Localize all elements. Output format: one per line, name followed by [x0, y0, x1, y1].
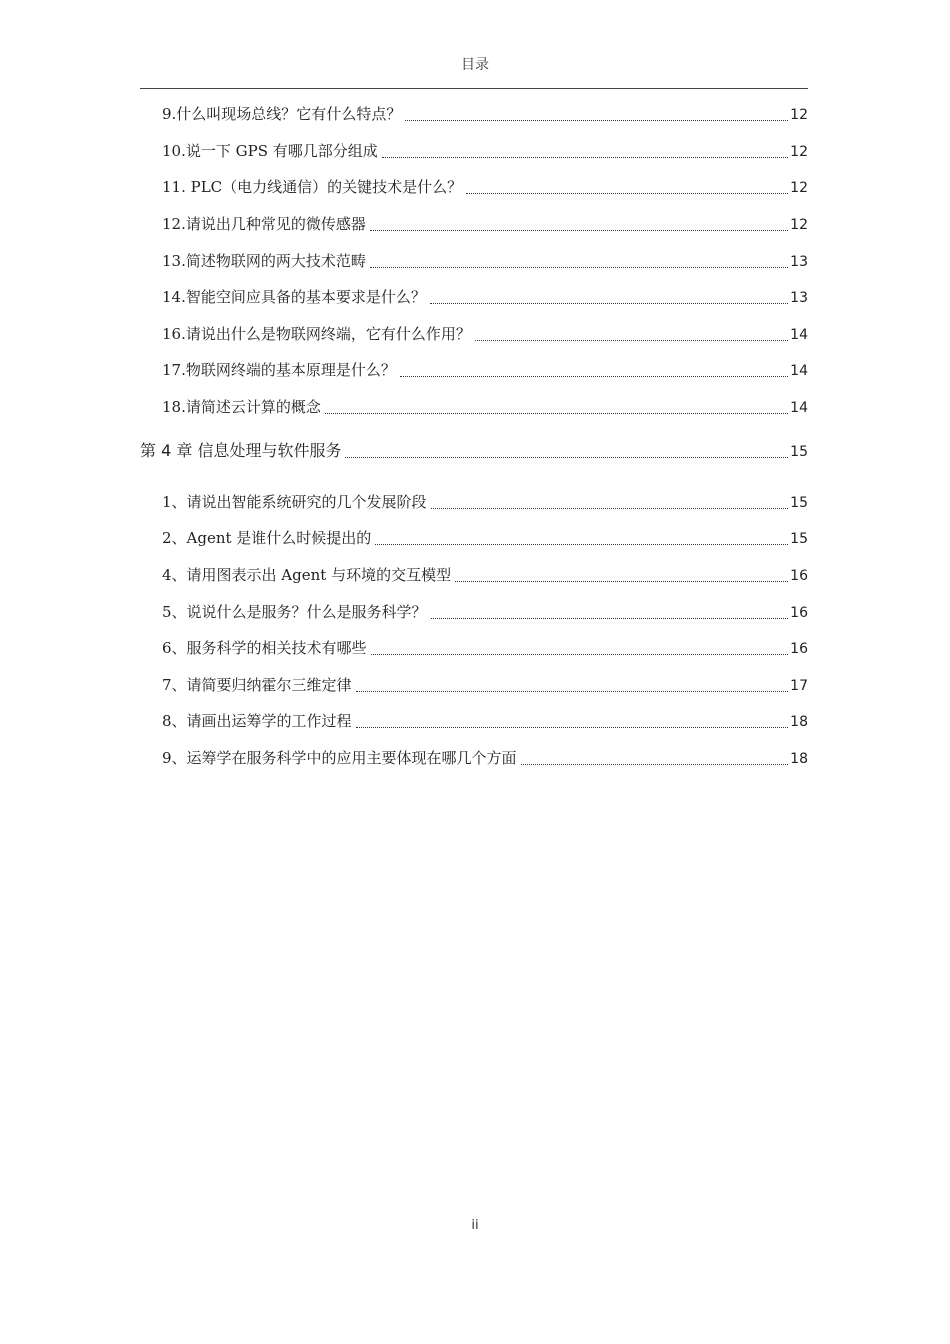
toc-entry[interactable]: [140, 711, 808, 732]
toc-entry[interactable]: [140, 104, 808, 125]
toc-entry[interactable]: [140, 177, 808, 198]
toc-leader-dots: [370, 253, 788, 268]
toc-entry-page: 13: [790, 290, 808, 306]
header-rule: [140, 88, 808, 89]
toc-entry-page: 12: [790, 144, 808, 160]
toc-entry[interactable]: [140, 251, 808, 272]
toc-entry-label: 18.请简述云计算的概念: [162, 398, 321, 416]
toc-entry-page: 16: [790, 605, 808, 621]
toc-chapter-page: 15: [790, 444, 808, 460]
toc-entry-label: 13.简述物联网的两大技术范畴: [162, 252, 366, 270]
toc-entry-page: 16: [790, 641, 808, 657]
toc-entry-label: 4、请用图表示出 Agent 与环境的交互模型: [162, 566, 452, 584]
toc-entry[interactable]: [140, 602, 808, 623]
toc-entry-page: 12: [790, 217, 808, 233]
toc-entry-page: 18: [790, 714, 808, 730]
toc-leader-dots: [431, 604, 789, 619]
toc-entry-label: 6、服务科学的相关技术有哪些: [162, 639, 367, 657]
toc-leader-dots: [382, 143, 788, 158]
toc-entry-label: 8、请画出运筹学的工作过程: [162, 712, 352, 730]
toc-entry-page: 14: [790, 363, 808, 379]
running-header-title: 目录: [461, 57, 489, 73]
toc-leader-dots: [345, 443, 788, 458]
toc-entry-label: 17.物联网终端的基本原理是什么？: [162, 361, 396, 379]
toc-entry-page: 14: [790, 327, 808, 343]
toc-entry-label: 16.请说出什么是物联网终端，它有什么作用？: [162, 325, 471, 343]
toc-leader-dots: [371, 640, 789, 655]
toc-leader-dots: [325, 399, 788, 414]
toc-entry-page: 17: [790, 678, 808, 694]
toc-entry[interactable]: [140, 287, 808, 308]
toc-entry[interactable]: [140, 141, 808, 162]
toc-leader-dots: [475, 326, 788, 341]
toc-entry-label: 12.请说出几种常见的微传感器: [162, 215, 366, 233]
toc-entry[interactable]: [140, 638, 808, 659]
toc-entry-page: 18: [790, 751, 808, 767]
toc-entry[interactable]: [140, 528, 808, 549]
toc-leader-dots: [466, 179, 788, 194]
toc-entry-page: 14: [790, 400, 808, 416]
toc-leader-dots: [521, 750, 789, 765]
toc-entry-label: 14.智能空间应具备的基本要求是什么？: [162, 288, 426, 306]
toc-entry-page: 15: [790, 495, 808, 511]
toc-leader-dots: [405, 106, 788, 121]
page-number: ii: [471, 1218, 479, 1233]
toc-chapter-entry[interactable]: [140, 441, 808, 462]
toc-entry-label: 9.什么叫现场总线？它有什么特点？: [162, 105, 402, 123]
toc-entry-page: 12: [790, 107, 808, 123]
toc-entry-label: 1、请说出智能系统研究的几个发展阶段: [162, 493, 427, 511]
toc-chapter-label: 第 4 章 信息处理与软件服务: [140, 441, 342, 460]
toc-leader-dots: [431, 494, 789, 509]
toc-entry[interactable]: [140, 675, 808, 696]
toc-entry[interactable]: [140, 214, 808, 235]
toc-leader-dots: [375, 530, 788, 545]
toc-entry-label: 10.说一下 GPS 有哪几部分组成: [162, 142, 378, 160]
toc-entry[interactable]: [140, 360, 808, 381]
toc-entry[interactable]: [140, 565, 808, 586]
toc-entry-page: 13: [790, 254, 808, 270]
toc-entry[interactable]: [140, 748, 808, 769]
toc-leader-dots: [400, 362, 788, 377]
toc-entry[interactable]: [140, 324, 808, 345]
toc-leader-dots: [430, 289, 788, 304]
toc-leader-dots: [455, 567, 788, 582]
toc-entry-label: 9、运筹学在服务科学中的应用主要体现在哪几个方面: [162, 749, 517, 767]
toc-entry-page: 12: [790, 180, 808, 196]
toc-entry-page: 15: [790, 531, 808, 547]
toc-leader-dots: [356, 713, 789, 728]
toc-entry-label: 2、Agent 是谁什么时候提出的: [162, 529, 372, 547]
toc-entry-label: 11. PLC（电力线通信）的关键技术是什么？: [162, 178, 463, 196]
toc-leader-dots: [370, 216, 788, 231]
toc-entry[interactable]: [140, 492, 808, 513]
toc-entry[interactable]: [140, 397, 808, 418]
toc-entry-label: 7、请简要归纳霍尔三维定律: [162, 676, 352, 694]
toc-entry-page: 16: [790, 568, 808, 584]
toc-leader-dots: [356, 677, 789, 692]
toc-entry-label: 5、说说什么是服务？什么是服务科学？: [162, 603, 427, 621]
